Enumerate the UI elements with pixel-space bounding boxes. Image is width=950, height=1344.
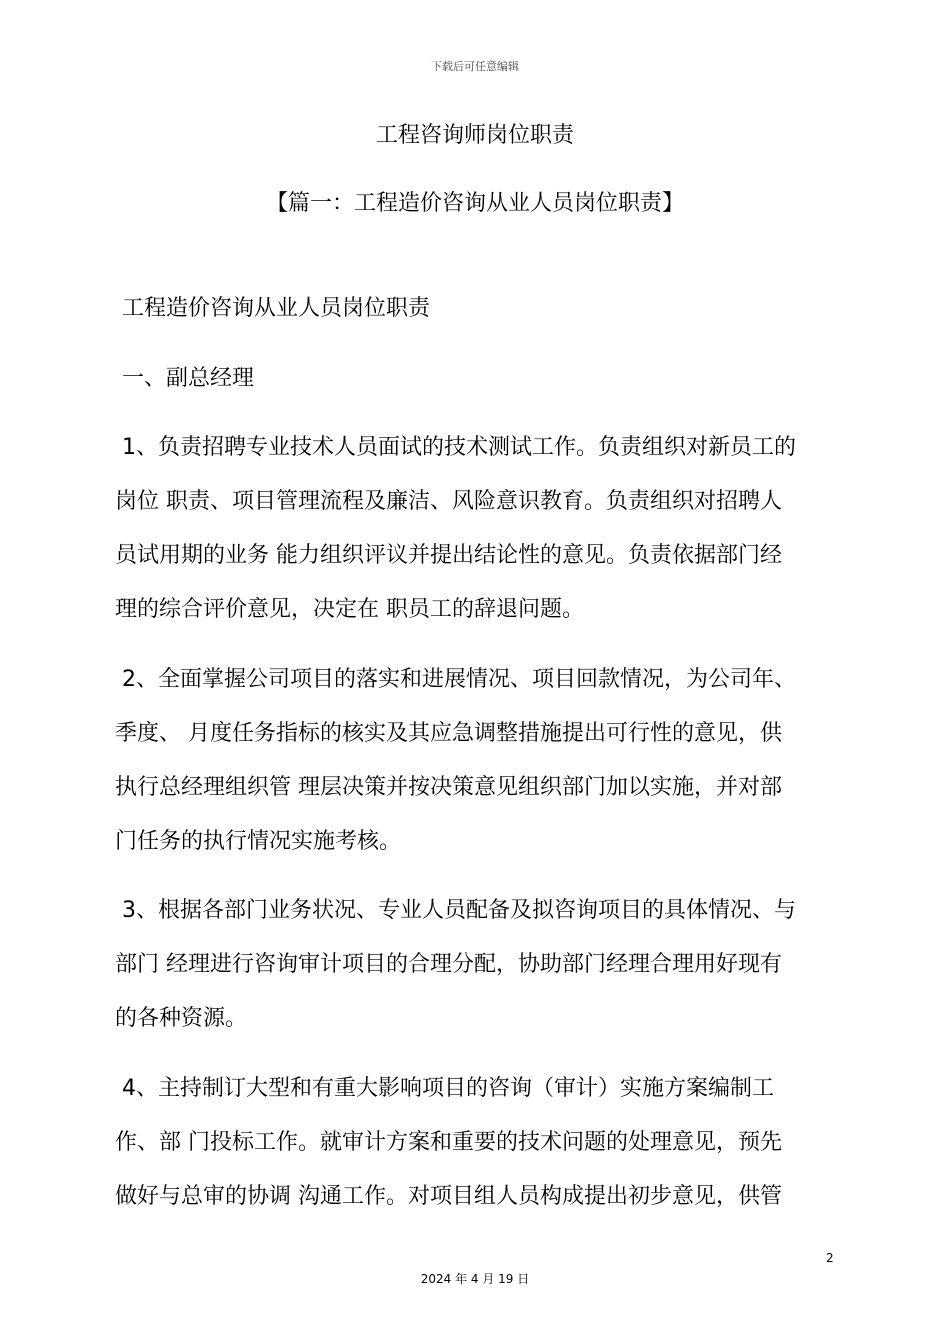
heading-text: 一、副总经理 — [122, 366, 255, 391]
paragraph-3 — [115, 884, 835, 1046]
paragraph-line: 理的综合评价意见，决定在 职员工的辞退问题。 — [115, 597, 584, 622]
paragraph-line: 4、主持制订大型和有重大影响项目的咨询（审计）实施方案编制工 — [115, 1076, 774, 1101]
heading-vice-general-manager — [115, 352, 835, 406]
paragraph-line: 部门 经理进行咨询审计项目的合理分配，协助部门经理合理用好现有 — [115, 952, 782, 977]
header-note: 下载后可任意编辑 — [431, 60, 519, 73]
paragraph-2 — [115, 653, 835, 869]
subtitle — [115, 282, 835, 336]
document-title: 工程咨询师岗位职责 — [375, 123, 574, 148]
paragraph-line: 执行总经理组织管 理层决策并按决策意见组织部门加以实施，并对部 — [115, 775, 782, 800]
paragraph-line: 做好与总审的协调 沟通工作。对项目组人员构成提出初步意见，供管 — [115, 1184, 782, 1209]
page-number: 2 — [826, 1251, 834, 1265]
paragraph-line: 2、全面掌握公司项目的落实和进展情况、项目回款情况，为公司年、 — [115, 667, 796, 692]
paragraph-line: 季度、 月度任务指标的核实及其应急调整措施提出可行性的意见，供 — [115, 721, 782, 746]
paragraph-1 — [115, 421, 835, 637]
paragraph-line: 作、部 门投标工作。就审计方案和重要的技术问题的处理意见，预先 — [115, 1130, 782, 1155]
footer-date: 2024 年 4 月 19 日 — [420, 1272, 530, 1286]
paragraph-4 — [115, 1062, 835, 1224]
paragraph-line: 1、负责招聘专业技术人员面试的技术测试工作。负责组织对新员工的 — [115, 435, 796, 460]
paragraph-line: 员试用期的业务 能力组织评议并提出结论性的意见。负责依据部门经 — [115, 543, 782, 568]
paragraph-line: 3、根据各部门业务状况、专业人员配备及拟咨询项目的具体情况、与 — [115, 898, 796, 923]
paragraph-line: 门任务的执行情况实施考核。 — [115, 829, 402, 854]
section-title: 【篇一：工程造价咨询从业人员岗位职责】 — [265, 191, 684, 216]
subtitle-text: 工程造价咨询从业人员岗位职责 — [122, 296, 431, 321]
paragraph-line: 的各种资源。 — [115, 1006, 248, 1031]
paragraph-line: 岗位 职责、项目管理流程及廉洁、风险意识教育。负责组织对招聘人 — [115, 489, 782, 514]
